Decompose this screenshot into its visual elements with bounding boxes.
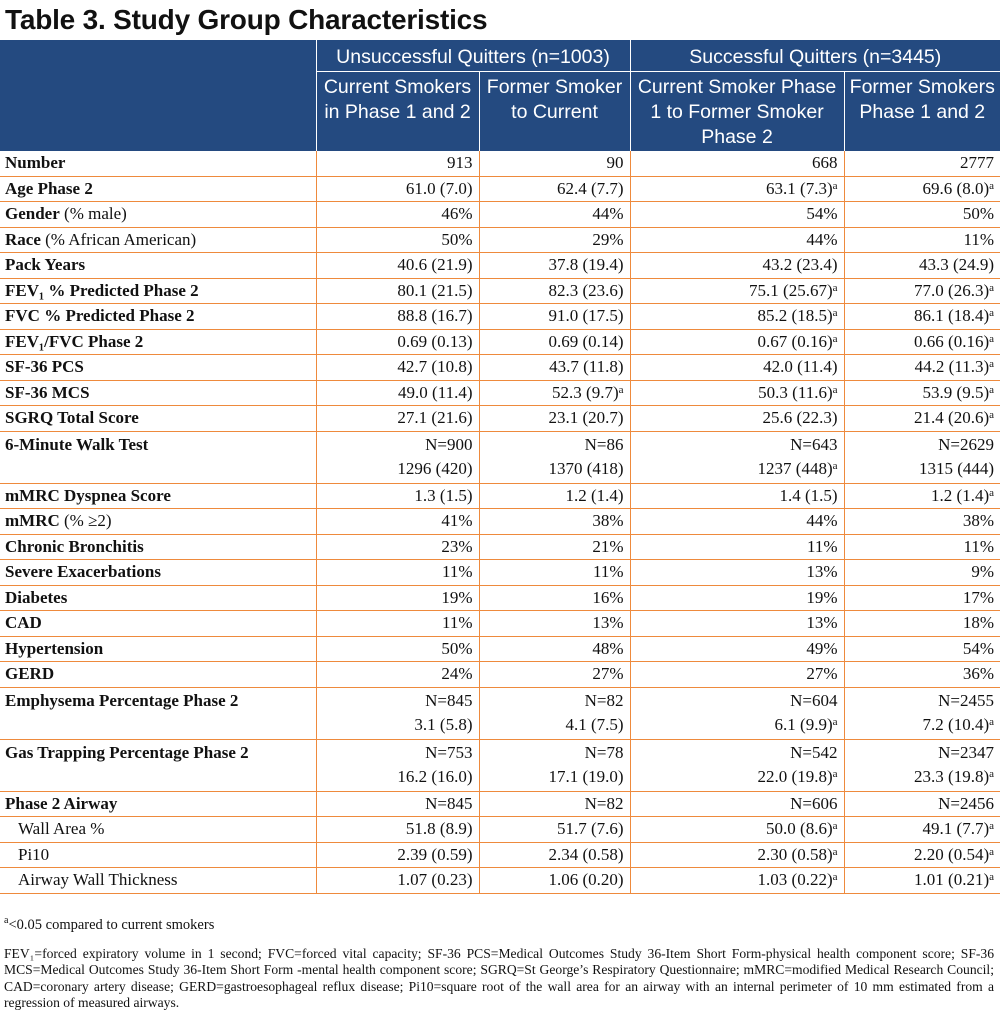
cell-value: N=643 1237 $(448)^a$ <box>630 431 844 483</box>
significance-marker: a <box>832 459 838 472</box>
cell-value: 1.2 (1.4) <box>479 483 630 509</box>
cell-value: 46% <box>316 202 479 228</box>
cell-value: 1.2 $(1.4)^a$ <box>844 483 1000 509</box>
significance-marker: a <box>989 307 995 320</box>
row-label-diabetes: Diabetes <box>0 585 316 611</box>
row-label-gerd: GERD <box>0 662 316 688</box>
column-header-current-to-former: Current Smoker Phase 1 to Former Smoker Phase 2 <box>630 72 844 152</box>
cell-value: N=2629 1315 (444) <box>844 431 1000 483</box>
significance-marker: a <box>989 332 995 345</box>
cell-value: 1.4 (1.5) <box>630 483 844 509</box>
cell-value: 54% <box>844 636 1000 662</box>
cell-value: 63.1 $(7.3)^a$ <box>630 176 844 202</box>
cell-value: 36% <box>844 662 1000 688</box>
cell-value: 61.0 (7.0) <box>316 176 479 202</box>
table-row <box>0 791 1000 817</box>
table-row <box>0 687 1000 739</box>
cell-value: N=606 <box>630 791 844 817</box>
row-label-severe-exacerbations: Severe Exacerbations <box>0 560 316 586</box>
cell-value: 91.0 (17.5) <box>479 304 630 330</box>
row-label-mmrc-dyspnea: mMRC Dyspnea Score <box>0 483 316 509</box>
row-label-gas-trapping: Gas Trapping Percentage Phase 2 <box>0 739 316 791</box>
row-label-chronic-bronchitis: Chronic Bronchitis <box>0 534 316 560</box>
cell-value: 40.6 (21.9) <box>316 253 479 279</box>
table-row <box>0 380 1000 406</box>
significance-marker: a <box>832 845 838 858</box>
cell-value: 18% <box>844 611 1000 637</box>
cell-value: 1.01 $(0.21)^a$ <box>844 868 1000 894</box>
significance-marker: a <box>989 845 995 858</box>
cell-value: 19% <box>630 585 844 611</box>
cell-value: 85.2 $(18.5)^a$ <box>630 304 844 330</box>
cell-value: 0.66 $(0.16)^a$ <box>844 329 1000 355</box>
cell-value: 23.1 (20.7) <box>479 406 630 432</box>
significance-marker: a <box>832 767 838 780</box>
cell-value: 41% <box>316 509 479 535</box>
significance-marker: a <box>989 179 995 192</box>
cell-value: 1.07 (0.23) <box>316 868 479 894</box>
cell-value: 50% <box>316 227 479 253</box>
cell-value: 43.3 (24.9) <box>844 253 1000 279</box>
cell-value: 50.0 $(8.6)^a$ <box>630 817 844 843</box>
significance-marker: a <box>832 332 838 345</box>
cell-value: 52.3 $(9.7)^a$ <box>479 380 630 406</box>
significance-marker: a <box>989 409 995 422</box>
cell-value: N=2455 7.2 $(10.4)^a$ <box>844 687 1000 739</box>
table-row <box>0 842 1000 868</box>
row-label-pack-years: Pack Years <box>0 253 316 279</box>
row-label-airway-wall-thickness: Airway Wall Thickness <box>0 868 316 894</box>
significance-marker: a <box>989 358 995 371</box>
cell-value: 2777 <box>844 151 1000 176</box>
cell-value: 11% <box>316 611 479 637</box>
cell-value: 2.20 $(0.54)^a$ <box>844 842 1000 868</box>
table-row <box>0 868 1000 894</box>
row-label-number: Number <box>0 151 316 176</box>
table-row <box>0 636 1000 662</box>
cell-value: 27% <box>479 662 630 688</box>
row-label-pi10: Pi10 <box>0 842 316 868</box>
cell-value: 24% <box>316 662 479 688</box>
table-row <box>0 406 1000 432</box>
cell-value: 19% <box>316 585 479 611</box>
cell-value: N=2456 <box>844 791 1000 817</box>
row-label-mmrc-pct: mMRC (% ≥2) <box>0 509 316 535</box>
row-label-cad: CAD <box>0 611 316 637</box>
cell-value: 13% <box>630 611 844 637</box>
cell-value: 44% <box>479 202 630 228</box>
row-label-emphysema: Emphysema Percentage Phase 2 <box>0 687 316 739</box>
row-label-fev1-fvc: FEV₁/FVC Phase 2 <box>0 329 316 355</box>
cell-value: N=845 3.1 (5.8) <box>316 687 479 739</box>
significance-footnote: $^a$<0.05 compared to current smokers <box>4 915 215 933</box>
cell-value: 25.6 (22.3) <box>630 406 844 432</box>
table-row <box>0 151 1000 176</box>
row-label-walk-test: 6-Minute Walk Test <box>0 431 316 483</box>
cell-value: 62.4 (7.7) <box>479 176 630 202</box>
cell-value: 0.69 (0.13) <box>316 329 479 355</box>
cell-value: 69.6 $(8.0)^a$ <box>844 176 1000 202</box>
cell-value: 21% <box>479 534 630 560</box>
row-label-wall-area: Wall Area % <box>0 817 316 843</box>
table-header <box>0 40 1000 151</box>
cell-value: 1.06 (0.20) <box>479 868 630 894</box>
table-row <box>0 560 1000 586</box>
column-header-former-to-current: Former Smoker to Current <box>479 72 630 152</box>
cell-value: 53.9 $(9.5)^a$ <box>844 380 1000 406</box>
cell-value: 0.67 $(0.16)^a$ <box>630 329 844 355</box>
significance-marker: a <box>989 281 995 294</box>
table-row <box>0 534 1000 560</box>
table-body <box>0 151 1000 893</box>
cell-value: 11% <box>479 560 630 586</box>
row-label-fvc: FVC % Predicted Phase 2 <box>0 304 316 330</box>
cell-value: N=542 22.0 $(19.8)^a$ <box>630 739 844 791</box>
column-header-current-smokers: Current Smokers in Phase 1 and 2 <box>316 72 479 152</box>
study-characteristics-table <box>0 40 1000 894</box>
significance-marker: a <box>832 715 838 728</box>
cell-value: N=604 6.1 $(9.9)^a$ <box>630 687 844 739</box>
cell-value: 51.7 (7.6) <box>479 817 630 843</box>
cell-value: 37.8 (19.4) <box>479 253 630 279</box>
significance-marker: a <box>832 179 838 192</box>
table-row <box>0 662 1000 688</box>
group-header-unsuccessful: Unsuccessful Quitters (n=1003) <box>316 40 630 72</box>
abbreviations-footnote: FEV₁=forced expiratory volume in 1 second; FVC=forced vital capacity; SF-36 PCS=Medical Outcomes Study 36-Item Short Form-physical health component score; SF-36 MCS=Medical Outcomes Study 36-Item Short Form -mental health component score; SGRQ=St George’s Respiratory Questionnaire; mMRC=modified Medical Research Council; CAD=coronary artery disease; GERD=gastroesophageal reflux disease; Pi10=square root of the wall area for an airway with an internal perimeter of 10 mm estimated from a regression of measured airways. <box>4 946 994 1011</box>
table-row <box>0 611 1000 637</box>
table-row <box>0 202 1000 228</box>
cell-value: N=753 16.2 (16.0) <box>316 739 479 791</box>
cell-value: 13% <box>630 560 844 586</box>
row-label-age: Age Phase 2 <box>0 176 316 202</box>
significance-marker: a <box>989 383 995 396</box>
cell-value: 16% <box>479 585 630 611</box>
cell-value: 88.8 (16.7) <box>316 304 479 330</box>
cell-value: 11% <box>844 227 1000 253</box>
cell-value: N=78 17.1 (19.0) <box>479 739 630 791</box>
table-title: Table 3. Study Group Characteristics <box>5 4 488 35</box>
cell-value: 44% <box>630 227 844 253</box>
cell-value: 1.3 (1.5) <box>316 483 479 509</box>
cell-value: 48% <box>479 636 630 662</box>
cell-value: 11% <box>630 534 844 560</box>
cell-value: 80.1 (21.5) <box>316 278 479 304</box>
cell-value: 38% <box>844 509 1000 535</box>
cell-value: 668 <box>630 151 844 176</box>
cell-value: 43.7 (11.8) <box>479 355 630 381</box>
cell-value: 2.39 (0.59) <box>316 842 479 868</box>
table-row <box>0 278 1000 304</box>
column-header-former-smokers: Former Smokers Phase 1 and 2 <box>844 72 1000 152</box>
cell-value: N=82 <box>479 791 630 817</box>
significance-marker: a <box>989 715 995 728</box>
cell-value: 75.1 $(25.67)^a$ <box>630 278 844 304</box>
cell-value: 21.4 $(20.6)^a$ <box>844 406 1000 432</box>
cell-value: N=900 1296 (420) <box>316 431 479 483</box>
significance-marker: a <box>832 307 838 320</box>
row-label-hypertension: Hypertension <box>0 636 316 662</box>
cell-value: 38% <box>479 509 630 535</box>
significance-marker: a <box>832 871 838 884</box>
significance-marker: a <box>618 383 624 396</box>
significance-marker: a <box>832 281 838 294</box>
cell-value: 51.8 (8.9) <box>316 817 479 843</box>
table-row <box>0 483 1000 509</box>
table-row <box>0 431 1000 483</box>
cell-value: 2.34 (0.58) <box>479 842 630 868</box>
table-row <box>0 509 1000 535</box>
significance-marker: a <box>989 871 995 884</box>
cell-value: 50% <box>316 636 479 662</box>
table-row <box>0 304 1000 330</box>
cell-value: 49% <box>630 636 844 662</box>
significance-marker: a <box>832 383 838 396</box>
cell-value: 43.2 (23.4) <box>630 253 844 279</box>
significance-marker: a <box>989 767 995 780</box>
cell-value: 50% <box>844 202 1000 228</box>
cell-value: 42.7 (10.8) <box>316 355 479 381</box>
cell-value: 9% <box>844 560 1000 586</box>
table-row <box>0 227 1000 253</box>
cell-value: 11% <box>844 534 1000 560</box>
row-label-sf36-mcs: SF-36 MCS <box>0 380 316 406</box>
row-label-fev1: FEV₁ % Predicted Phase 2 <box>0 278 316 304</box>
cell-value: 17% <box>844 585 1000 611</box>
group-header-successful: Successful Quitters (n=3445) <box>630 40 1000 72</box>
cell-value: 44% <box>630 509 844 535</box>
table-row <box>0 585 1000 611</box>
row-label-sf36-pcs: SF-36 PCS <box>0 355 316 381</box>
cell-value: 90 <box>479 151 630 176</box>
cell-value: 42.0 (11.4) <box>630 355 844 381</box>
cell-value: 0.69 (0.14) <box>479 329 630 355</box>
cell-value: N=845 <box>316 791 479 817</box>
cell-value: 27% <box>630 662 844 688</box>
cell-value: 54% <box>630 202 844 228</box>
row-label-sgrq: SGRQ Total Score <box>0 406 316 432</box>
cell-value: 2.30 $(0.58)^a$ <box>630 842 844 868</box>
cell-value: 29% <box>479 227 630 253</box>
row-label-gender: Gender (% male) <box>0 202 316 228</box>
row-label-race: Race (% African American) <box>0 227 316 253</box>
cell-value: 11% <box>316 560 479 586</box>
cell-value: 13% <box>479 611 630 637</box>
cell-value: N=2347 23.3 $(19.8)^a$ <box>844 739 1000 791</box>
table-row <box>0 739 1000 791</box>
cell-value: 44.2 $(11.3)^a$ <box>844 355 1000 381</box>
cell-value: N=86 1370 (418) <box>479 431 630 483</box>
cell-value: 913 <box>316 151 479 176</box>
cell-value: 49.0 (11.4) <box>316 380 479 406</box>
significance-marker: a <box>989 486 995 499</box>
header-blank-cell <box>0 40 316 151</box>
cell-value: 27.1 (21.6) <box>316 406 479 432</box>
cell-value: 49.1 $(7.7)^a$ <box>844 817 1000 843</box>
cell-value: 50.3 $(11.6)^a$ <box>630 380 844 406</box>
significance-marker: a <box>832 820 838 833</box>
table-row <box>0 329 1000 355</box>
cell-value: 23% <box>316 534 479 560</box>
cell-value: 82.3 (23.6) <box>479 278 630 304</box>
table-row <box>0 817 1000 843</box>
cell-value: 1.03 $(0.22)^a$ <box>630 868 844 894</box>
cell-value: 77.0 $(26.3)^a$ <box>844 278 1000 304</box>
cell-value: 86.1 $(18.4)^a$ <box>844 304 1000 330</box>
table-row <box>0 253 1000 279</box>
cell-value: N=82 4.1 (7.5) <box>479 687 630 739</box>
row-label-phase2-airway: Phase 2 Airway <box>0 791 316 817</box>
table-row <box>0 176 1000 202</box>
table-row <box>0 355 1000 381</box>
significance-marker: a <box>989 820 995 833</box>
